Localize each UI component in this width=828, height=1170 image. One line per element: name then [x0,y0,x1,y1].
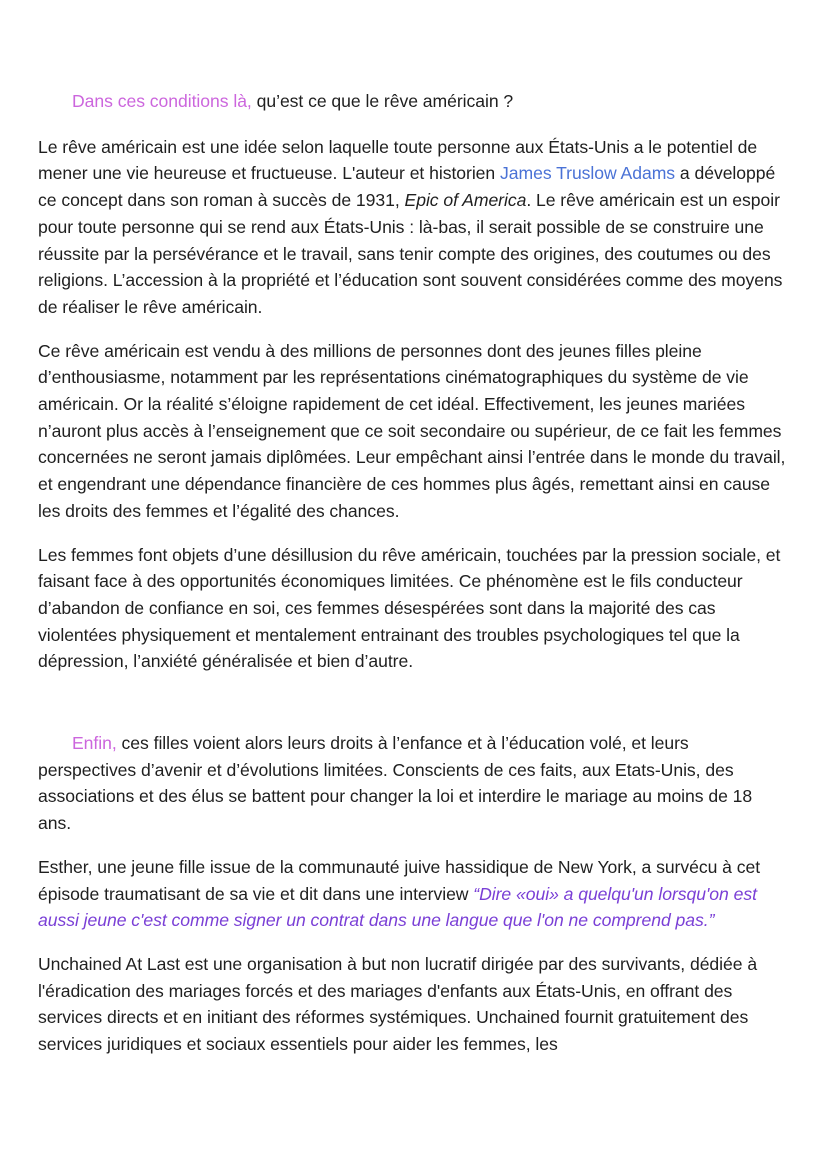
testimony-quote: “Dire «oui» a quelqu'un lorsqu'on est aussi jeune c'est comme signer un contrat dans une langue que l'on ne comprend pas.” [38,883,757,931]
section-conclusion [38,730,790,837]
section-spacer [38,692,790,730]
section-question [38,88,790,115]
paragraph-definition [38,134,790,321]
paragraph-text: Le rêve américain est une idée selon laquelle toute personne aux États-Unis a le potentiel de mener une vie heureuse et fructueuse. L'auteur et historien [38,136,758,184]
transition-lead: Dans ces conditions là, [72,91,252,111]
paragraph-reality: Ce rêve américain est vendu à des millions de personnes dont des jeunes filles pleine d’enthousiasme, notamment par les représentations cinématographiques du système de vie américain. Or la réalité s’éloigne rapidement de cet idéal. Effectivement, les jeunes mariées n’auront plus accès à l’enseignement que ce soit secondaire ou supérieur, de ce fait les femmes concernées ne seront jamais diplômées. Leur empêchant ainsi l’entrée dans le monde du travail, et engendrant une dépendance financière de ces hommes plus âgés, remettant ainsi en cause les droits des femmes et l’égalité des chances. [38,340,786,521]
paragraph-organization: Unchained At Last est une organisation à but non lucratif dirigée par des survivants, dédiée à l'éradication des mariages forcés et des mariages d'enfants aux États-Unis, en offrant des services directs et en initiant des réformes systémiques. Unchained fournit gratuitement des services juridiques et sociaux essentiels pour aider les femmes, les [38,953,758,1055]
book-title: Epic of America [404,190,527,211]
author-link[interactable]: James Truslow Adams [500,163,676,184]
paragraph-text: Esther, une jeune fille issue de la communauté juive hassidique de New York, a survécu à cet épisode traumatisant de sa vie et dit dans une interview [38,856,761,904]
paragraph-text: . Le rêve américain est un espoir pour toute personne qui se rend aux États-Unis : là-bas, il serait possible de se construire une réussite par la persévérance et le travail, sans tenir compte des origines, des coutumes ou des religions. L’accession à la propriété et l’éducation sont souvent considérées comme des moyens de réaliser le rêve américain. [38,190,783,317]
conclusion-text: ces filles voient alors leurs droits à l’enfance et à l’éducation volé, et leurs perspectives d’avenir et d’évolutions limitées. Conscients de ces faits, aux Etats-Unis, des associations et des élus se battent pour changer la loi et interdire le mariage au moins de 18 ans. [38,733,753,834]
paragraph-testimony [38,854,790,934]
paragraph-disillusion: Les femmes font objets d’une désillusion du rêve américain, touchées par la pression sociale, et faisant face à des opportunités économiques limitées. Ce phénomène est le fils conducteur d’abandon de confiance en soi, ces femmes désespérées sont dans la majorité des cas violentées physiquement et mentalement entrainant des troubles psychologiques tel que la dépression, l’anxiété généralisée et bien d’autre. [38,544,781,672]
transition-lead: Enfin, [72,733,117,754]
question-text: qu’est ce que le rêve américain ? [251,91,514,111]
paragraph-text: a développé ce concept dans son roman à succès de 1931, [38,163,776,211]
